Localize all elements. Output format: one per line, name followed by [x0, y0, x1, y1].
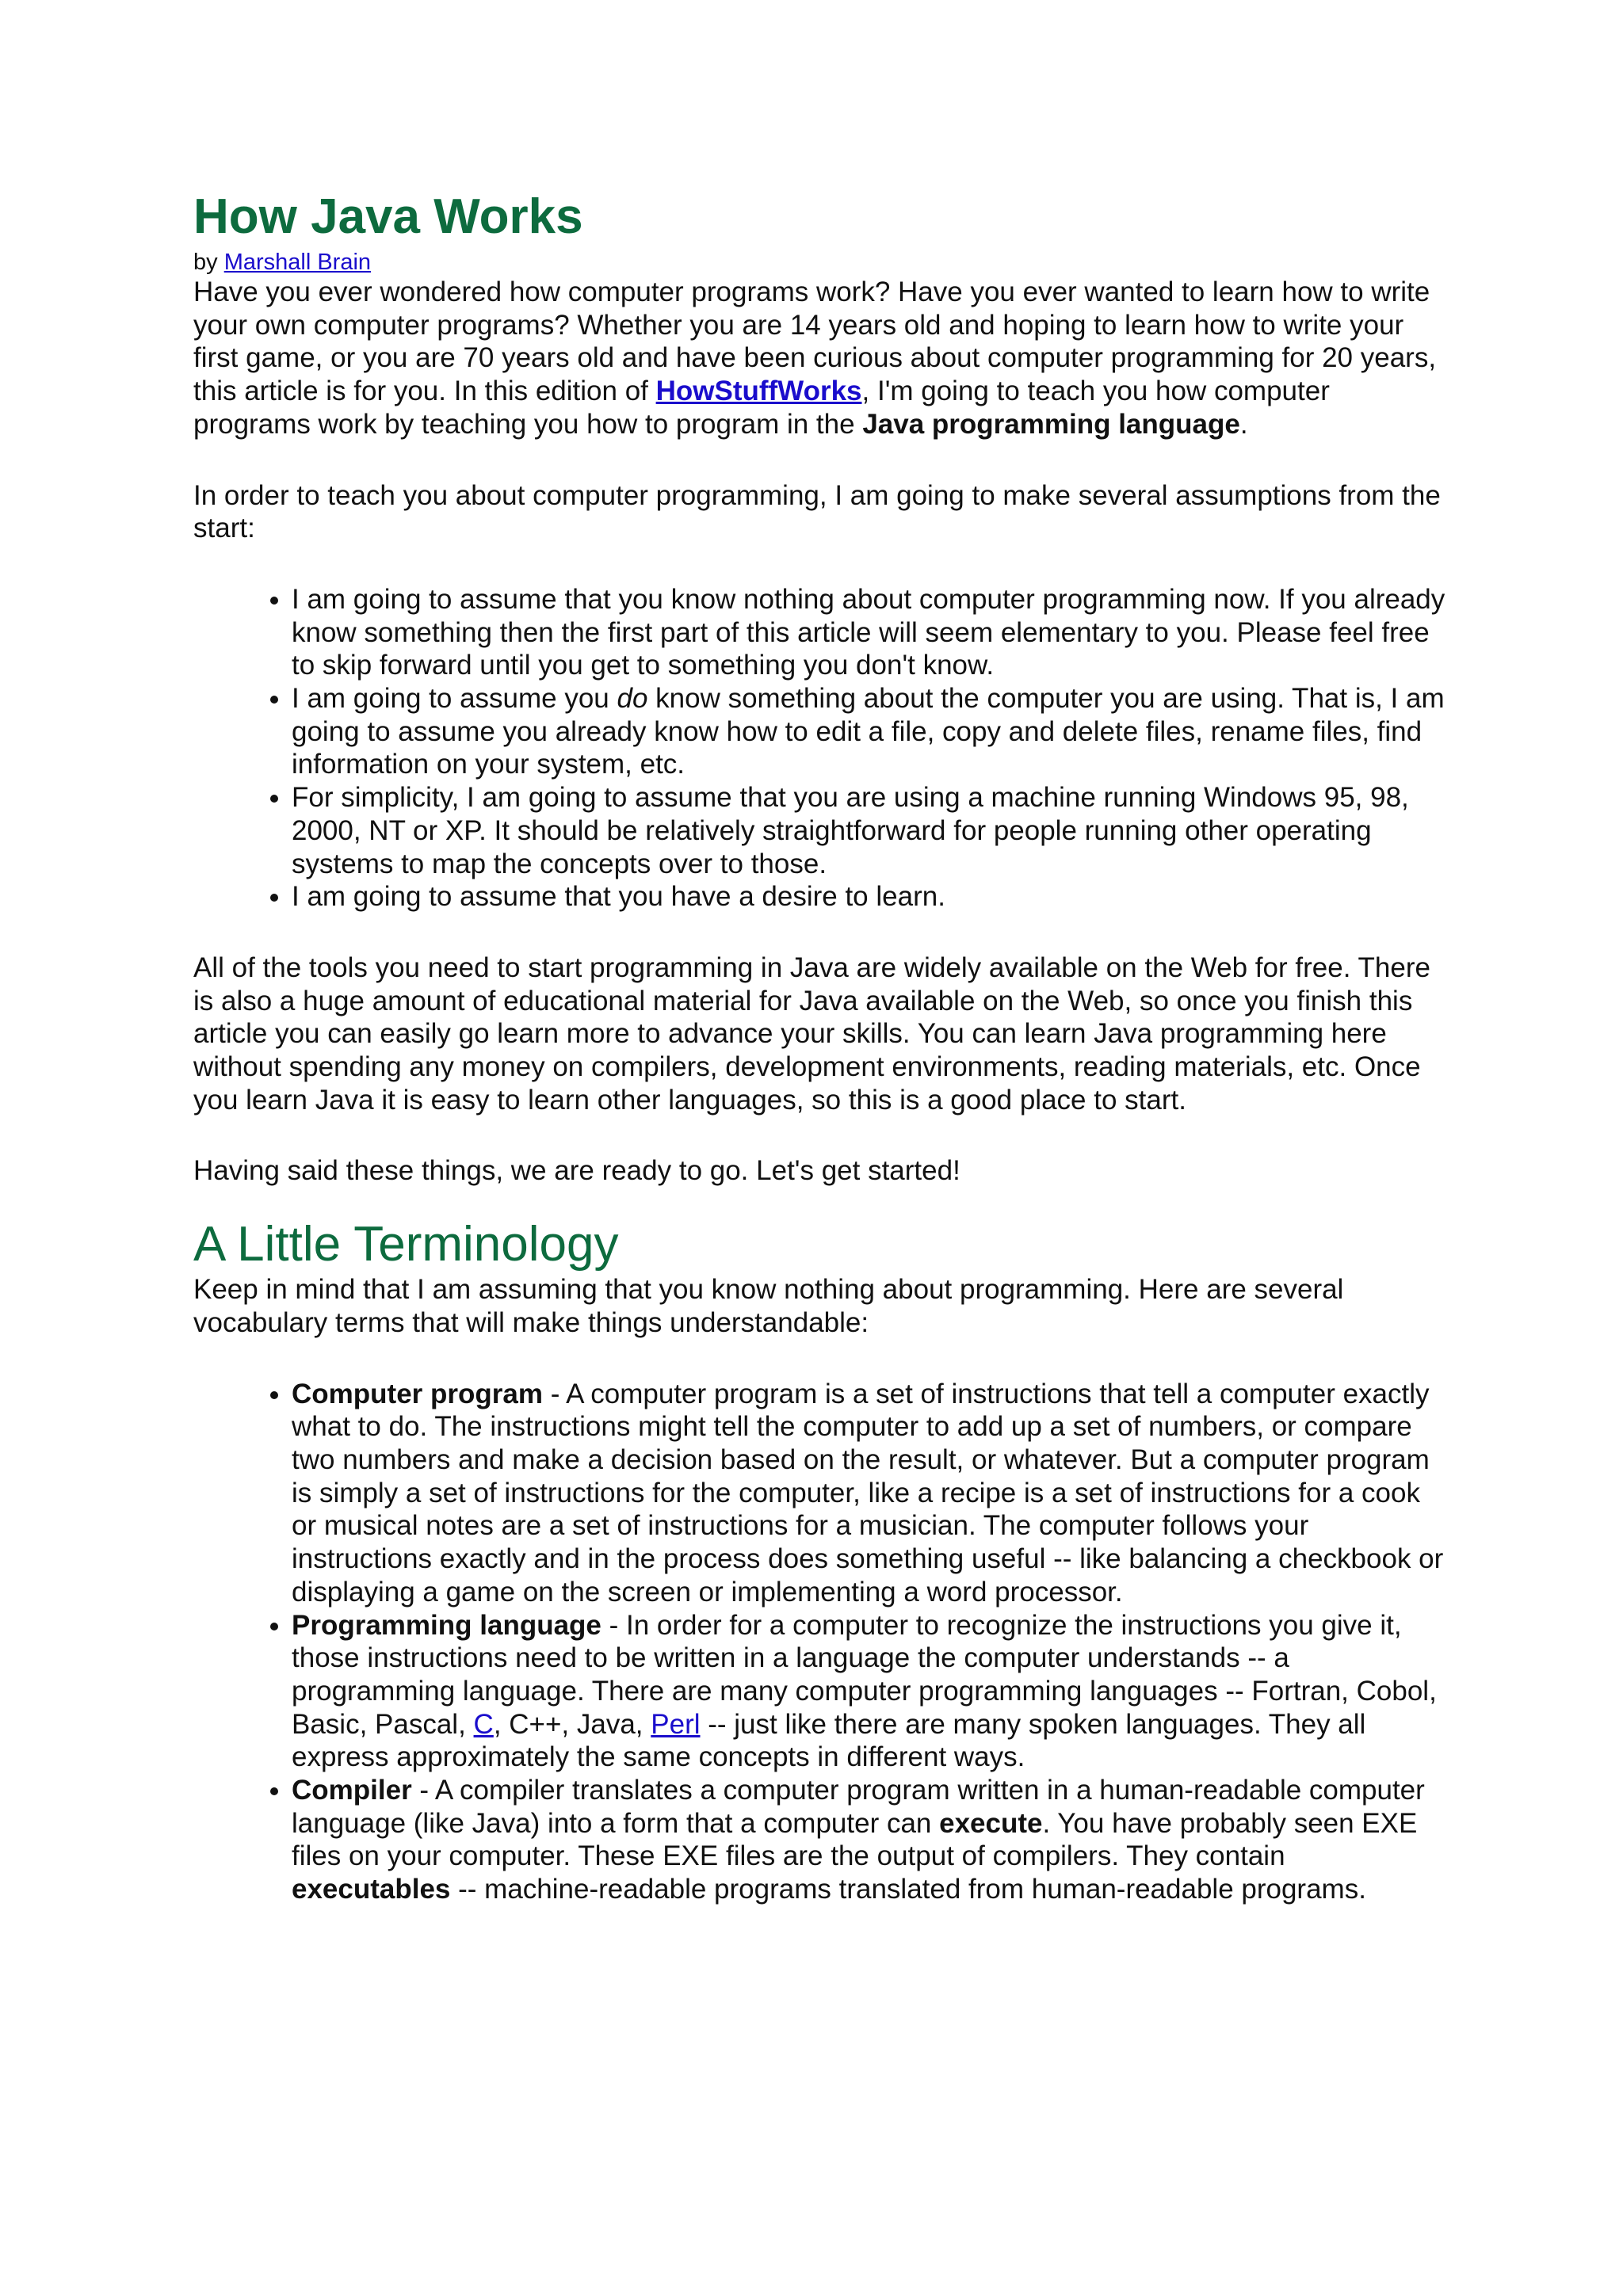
howstuffworks-link[interactable]: HowStuffWorks: [655, 376, 862, 407]
spacer: [193, 1340, 1445, 1378]
term-definition: . You have probably seen EXE files on your computer. These EXE files are the output of compilers. They contain: [292, 1807, 1418, 1872]
list-item: [292, 1609, 1445, 1775]
byline-prefix: by: [193, 250, 224, 275]
article: [193, 189, 1445, 1906]
section-heading: A Little Terminology: [193, 1217, 619, 1272]
intro-text-end: .: [1239, 408, 1248, 440]
terminology-intro: Keep in mind that I am assuming that you know nothing about programming. Here are several vocabulary terms that will make things understandable:: [193, 1274, 1344, 1338]
byline: [193, 249, 1445, 276]
list-item: [292, 1774, 1445, 1906]
term-computer-program: Computer program: [292, 1378, 543, 1409]
emphasis: do: [617, 683, 648, 715]
terminology-list: [193, 1378, 1445, 1906]
list-item: • I am going to assume that you know nothing about computer programming now. If you already know something then the first part of this article will seem elementary to you. Please feel free to skip forward until you get to something you don't know.: [292, 583, 1445, 682]
assumption-text: know something about the computer you are using. That is, I am going to assume you already know how to edit a file, copy and delete files, rename files, find information on your system, etc.: [292, 683, 1445, 780]
perl-link[interactable]: Perl: [651, 1708, 701, 1740]
intro-paragraph: [193, 276, 1445, 441]
execute-bold: execute: [939, 1807, 1043, 1839]
term-programming-language: Programming language: [292, 1609, 601, 1641]
list-item: • I am going to assume that you have a desire to learn.: [292, 880, 1445, 913]
c-link[interactable]: C: [473, 1708, 494, 1740]
executables-bold: executables: [292, 1874, 451, 1905]
term-definition: -- just like there are many spoken languages. They all express approximately the same concepts in different ways.: [292, 1708, 1366, 1773]
intro-text-a: Have you ever wondered how computer programs work? Have you ever wanted to learn how to write your own computer programs? Whether you are 14 years old and hoping to learn how to write your first game, or you are 70 years old and have been curious about computer programming for 20 years, this article is for you. In this edition of: [193, 277, 1437, 407]
term-compiler: Compiler: [292, 1775, 412, 1806]
get-started-paragraph: Having said these things, we are ready to go. Let's get started!: [193, 1155, 960, 1187]
term-definition: - In order for a computer to recognize the instructions you give it, those instructions need to be written in a language the computer understands -- a programming language. There are many computer programming languages -- Fortran, Cobol, Basic, Pascal,: [292, 1609, 1437, 1740]
term-definition: - A compiler translates a computer program written in a human-readable computer language (like Java) into a form that a computer can: [292, 1775, 1425, 1839]
page-title: How Java Works: [193, 189, 583, 244]
spacer: [193, 545, 1445, 583]
spacer: [193, 441, 1445, 479]
intro-text-b: , I'm going to teach you how computer programs work by teaching you how to program in the: [193, 376, 1330, 440]
spacer: [193, 1188, 1445, 1216]
term-definition: , C++, Java,: [493, 1708, 651, 1740]
spacer: [193, 913, 1445, 952]
author-link[interactable]: Marshall Brain: [223, 250, 372, 275]
assumption-text: I am going to assume you: [292, 683, 617, 715]
list-item: • For simplicity, I am going to assume that you are using a machine running Windows 95, 98, 2000, NT or XP. It should be relatively straightforward for people running other operating systems to map the concepts over to those.: [292, 781, 1445, 880]
assumptions-intro: In order to teach you about computer programming, I am going to make several assumptions from the start:: [193, 479, 1441, 544]
tools-paragraph: All of the tools you need to start programming in Java are widely available on the Web for free. There is also a huge amount of educational material for Java available on the Web, so once you finish this article you can easily go learn more to advance your skills. You can learn Java programming here without spending any money on compilers, development environments, reading materials, etc. Once you learn Java it is easy to learn other languages, so this is a good place to start.: [193, 952, 1430, 1116]
term-definition: - A computer program is a set of instructions that tell a computer exactly what to do. The instructions might tell the computer to add up a set of numbers, or compare two numbers and make a decision based on the result, or whatever. But a computer program is simply a set of instructions for the computer, like a recipe is a set of instructions for a cook or musical notes are a set of instructions for a musician. The computer follows your instructions exactly and in the process does something useful -- like balancing a checkbook or displaying a game on the screen or implementing a word processor.: [292, 1378, 1444, 1608]
spacer: [193, 1116, 1445, 1154]
list-item: [292, 682, 1445, 781]
list-item: [292, 1378, 1445, 1609]
term-definition: -- machine-readable programs translated from human-readable programs.: [450, 1874, 1366, 1905]
assumptions-list: [193, 583, 1445, 913]
java-language-bold: Java programming language: [862, 408, 1240, 440]
